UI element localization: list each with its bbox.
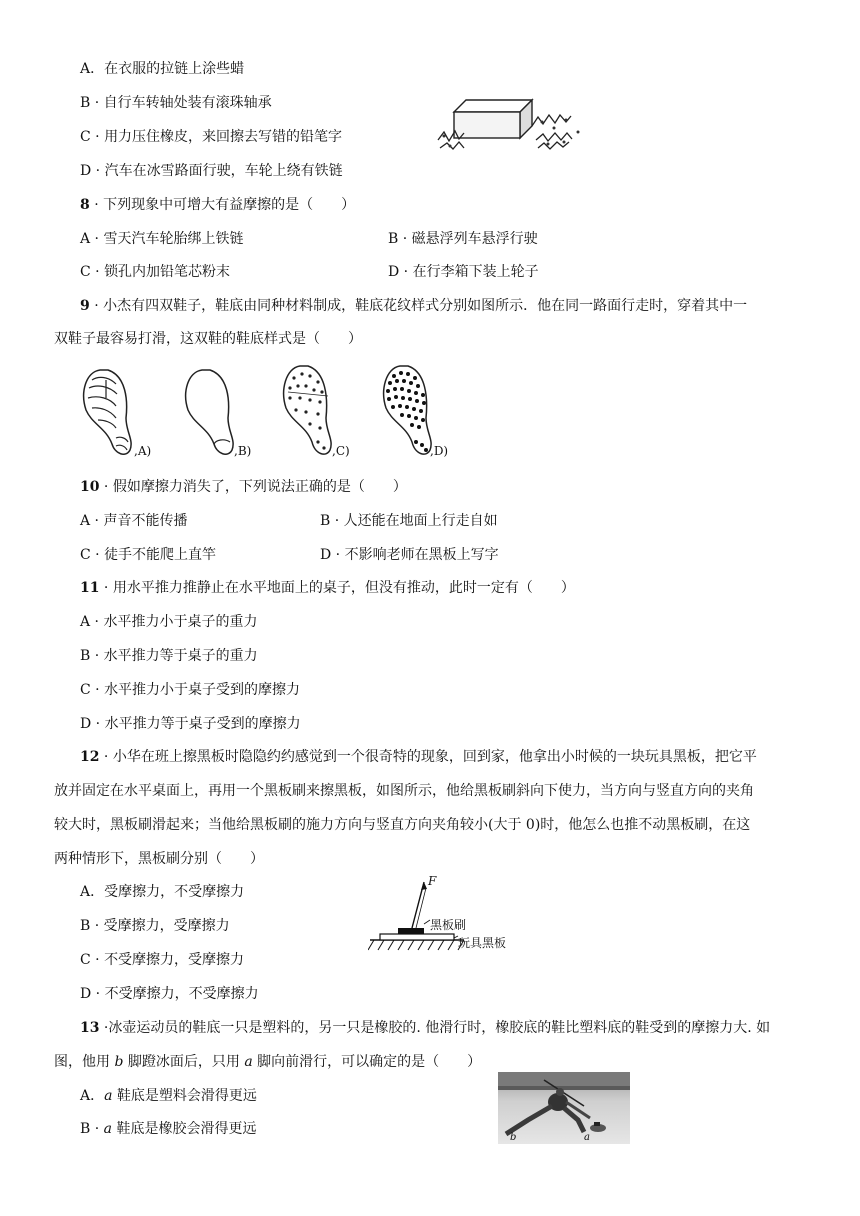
q10-option-a: A · 声音不能传播 — [80, 513, 188, 529]
shoe-sole-b-icon — [180, 366, 240, 462]
q10-option-c: C · 徒手不能爬上直竿 — [80, 547, 217, 563]
shoe-sole-d-icon — [378, 362, 438, 462]
q13-option-a-prefix: A． — [80, 1088, 105, 1104]
q9-stem-line2: 双鞋子最容易打滑，这双鞋的鞋底样式是（ ） — [54, 331, 362, 347]
curling-athlete-photo — [498, 1072, 630, 1144]
q10-stem — [80, 477, 407, 497]
q11-option-b: B · 水平推力等于桌子的重力 — [80, 648, 258, 664]
q9-label-c: ,C) — [332, 444, 350, 458]
q11-option-d: D · 水平推力等于桌子受到的摩擦力 — [80, 716, 301, 732]
q8-stem-text: · 下列现象中可增大有益摩擦的是（ ） — [89, 197, 356, 213]
q11-number: 11 — [80, 580, 100, 596]
q11-stem — [80, 578, 575, 598]
q9-label-d: ,D) — [430, 444, 449, 458]
q12-option-d: D · 不受摩擦力，不受摩擦力 — [80, 986, 259, 1002]
q9-stem-line1 — [80, 296, 747, 316]
q13-stem-text: ·冰壶运动员的鞋底一只是塑料的，另一只是橡胶的. 他滑行时，橡胶底的鞋比塑料底的鞋受到的摩擦力大. 如 — [99, 1020, 771, 1036]
q13-option-b — [80, 1119, 256, 1139]
q10-option-d: D · 不影响老师在黑板上写字 — [320, 547, 499, 563]
q12-number: 12 — [80, 749, 100, 765]
q8-option-b: B · 磁悬浮列车悬浮行驶 — [388, 231, 538, 247]
q13-option-a-var: a — [104, 1088, 113, 1104]
q13-option-a-text: 鞋底是塑料会滑得更远 — [112, 1088, 257, 1104]
shoe-sole-c-icon — [278, 362, 338, 462]
q13-stem-line1 — [80, 1018, 770, 1038]
q8-option-a: A · 雪天汽车轮胎绑上铁链 — [80, 231, 244, 247]
q7-option-a: A．在衣服的拉链上涂些蜡 — [80, 61, 245, 77]
q13-var-b: b — [114, 1054, 124, 1070]
eraser-illustration — [436, 96, 592, 154]
q8-option-d: D · 在行李箱下装上轮子 — [388, 264, 539, 280]
q13-var-a: a — [244, 1054, 253, 1070]
q12-option-a: A．受摩擦力，不受摩擦力 — [80, 884, 245, 900]
q13-option-a — [80, 1086, 257, 1106]
q13-option-b-text: 鞋底是橡胶会滑得更远 — [112, 1121, 257, 1137]
q13-photo-label-b: b — [510, 1132, 517, 1143]
q9-number: 9 — [80, 298, 90, 314]
q12-figure-force-label: F — [428, 874, 437, 888]
q12-option-b: B · 受摩擦力，受摩擦力 — [80, 918, 230, 934]
q12-stem-line3: 较大时，黑板刷滑起来；当他给黑板刷的施力方向与竖直方向夹角较小(大于 0)时，他怎么也推不动黑板刷，在这 — [54, 817, 751, 833]
q8-stem — [80, 195, 355, 215]
q12-option-c: C · 不受摩擦力，受摩擦力 — [80, 952, 245, 968]
shoe-sole-a-icon — [78, 366, 138, 462]
q13-stem2-post: 脚向前滑行，可以确定的是（ ） — [252, 1054, 482, 1070]
q7-option-b: B · 自行车转轴处装有滚珠轴承 — [80, 95, 272, 111]
q12-stem-line2: 放并固定在水平桌面上，再用一个黑板刷来擦黑板，如图所示，他给黑板刷斜向下使力，当方向与竖直方向的夹角 — [54, 783, 754, 799]
q12-stem-text: · 小华在班上擦黑板时隐隐约约感觉到一个很奇特的现象，回到家，他拿出小时候的一块玩具黑板，把它平 — [99, 749, 757, 765]
q10-number: 10 — [80, 479, 100, 495]
q12-stem-line1 — [80, 747, 757, 767]
q12-stem-line4: 两种情形下，黑板刷分别（ ） — [54, 851, 264, 867]
q13-stem-line2 — [54, 1052, 481, 1072]
q13-option-b-var: a — [103, 1121, 112, 1137]
q12-figure-board-label: 玩具黑板 — [458, 936, 507, 950]
q11-option-c: C · 水平推力小于桌子受到的摩擦力 — [80, 682, 301, 698]
q10-option-b: B · 人还能在地面上行走自如 — [320, 513, 498, 529]
q13-number: 13 — [80, 1020, 100, 1036]
q13-stem2-pre: 图，他用 — [54, 1054, 115, 1070]
q9-label-a: ,A) — [134, 444, 152, 458]
q7-option-d: D · 汽车在冰雪路面行驶，车轮上绕有铁链 — [80, 163, 343, 179]
q9-stem-text: · 小杰有四双鞋子，鞋底由同种材料制成，鞋底花纹样式分别如图所示．他在同一路面行走时，穿着其中一 — [89, 298, 748, 314]
q7-option-c: C · 用力压住橡皮，来回擦去写错的铅笔字 — [80, 129, 343, 145]
q13-photo-label-a: a — [584, 1132, 590, 1143]
q8-option-c: C · 锁孔内加铅笔芯粉末 — [80, 264, 231, 280]
q13-stem2-mid: 脚蹬冰面后，只用 — [123, 1054, 245, 1070]
q11-stem-text: · 用水平推力推静止在水平地面上的桌子，但没有推动，此时一定有（ ） — [99, 580, 575, 596]
q9-label-b: ,B) — [234, 444, 252, 458]
q10-stem-text: · 假如摩擦力消失了，下列说法正确的是（ ） — [99, 479, 407, 495]
q13-option-b-prefix: B · — [80, 1121, 104, 1137]
q12-figure-brush-label: 黑板刷 — [430, 918, 467, 932]
q11-option-a: A · 水平推力小于桌子的重力 — [80, 614, 258, 630]
q8-number: 8 — [80, 197, 90, 213]
